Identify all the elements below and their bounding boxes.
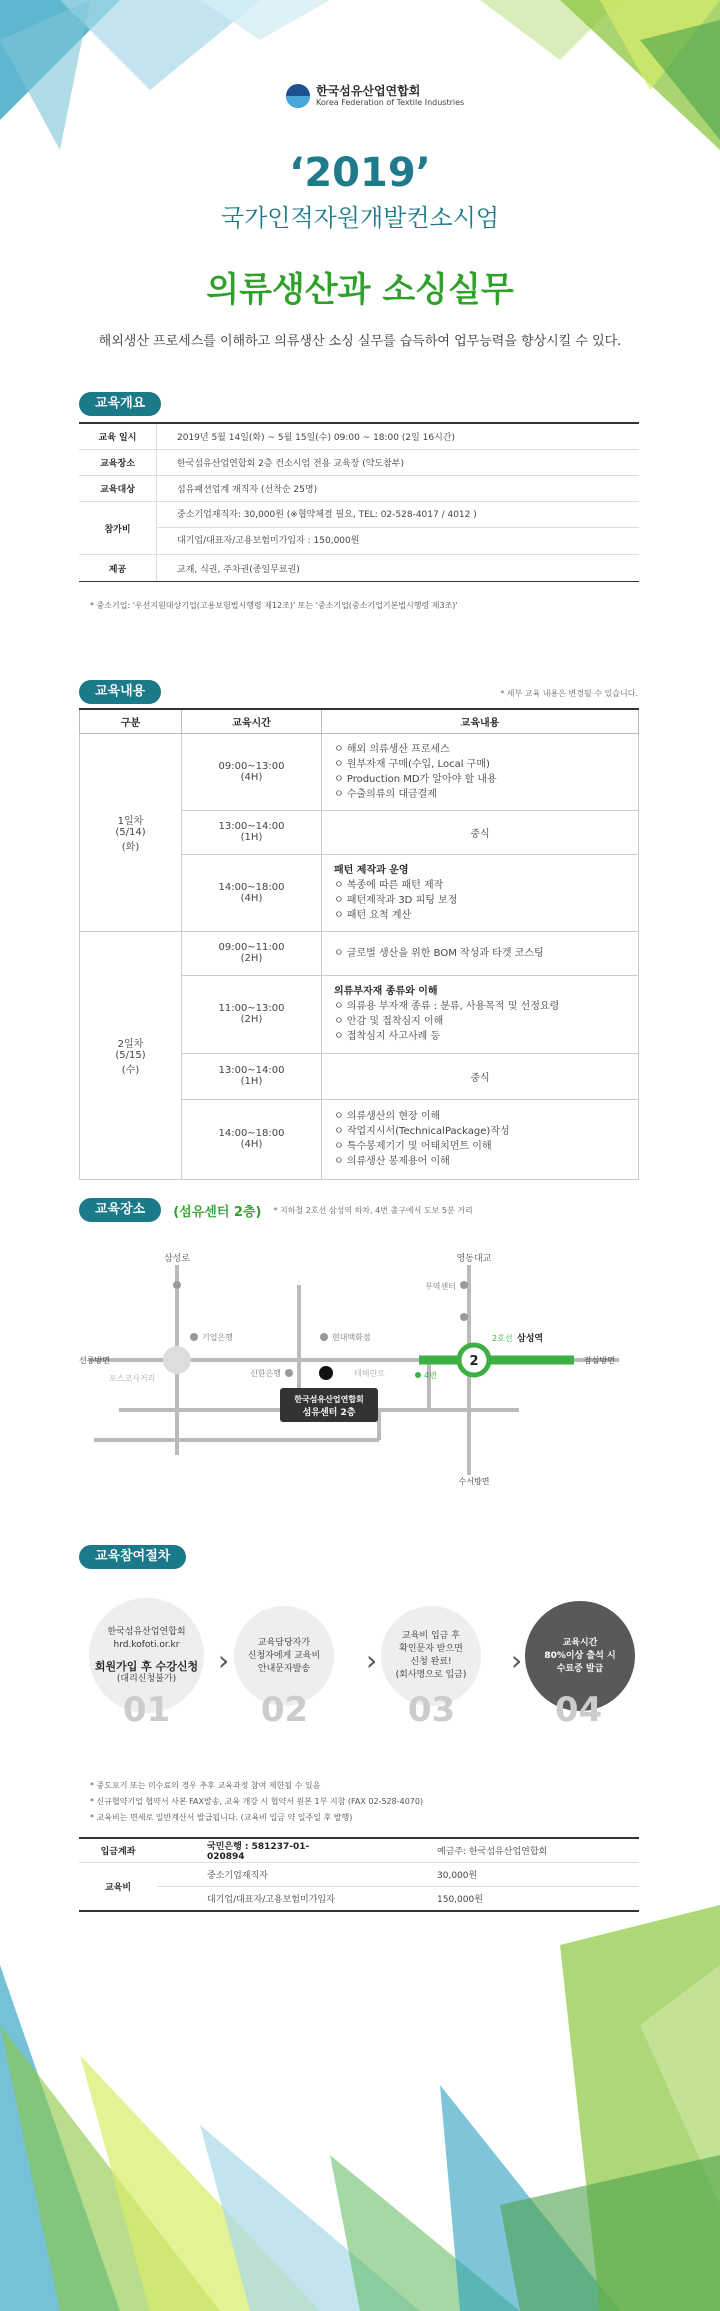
hours: (4H)	[240, 892, 263, 904]
lunch-cell: 중식	[322, 1053, 639, 1099]
table-row	[79, 1887, 639, 1911]
time: 14:00~18:00	[218, 1128, 285, 1139]
label-suseo: 수서방면	[458, 1477, 490, 1485]
account-holder: 예금주: 한국섬유산업연합회	[337, 1838, 639, 1863]
label-line2: 2호선	[492, 1334, 513, 1343]
label-yeongdong-bridge: 영동대교	[456, 1254, 492, 1264]
time: 09:00~11:00	[218, 942, 285, 953]
overview-row	[79, 450, 639, 476]
time: 09:00~13:00	[218, 760, 285, 772]
fee-type: 대기업/대표자/고용보험미가입자	[157, 1887, 337, 1911]
program-subtitle: 국가인적자원개발컨소시엄	[220, 204, 500, 232]
location-tag: 교육장소	[79, 1198, 161, 1222]
step-text: 확인문자 받으면	[399, 1644, 463, 1654]
map-dot	[415, 1372, 421, 1378]
day-weekday: (수)	[121, 1064, 140, 1076]
overview-row	[79, 476, 639, 502]
overview-value: 교재, 식권, 주차권(종일무료권)	[177, 564, 300, 575]
content-cell	[322, 931, 639, 975]
overview-label: 제공	[79, 555, 157, 581]
marker-label-1: 한국섬유산업연합회	[294, 1395, 364, 1404]
label-hyundai: 현대백화점	[332, 1333, 371, 1342]
step-text: 교육시간	[562, 1637, 598, 1648]
content-cell	[322, 733, 639, 810]
content-item: ㅇ 수출의류의 대금결제	[334, 787, 626, 802]
schedule-tag: 교육내용	[79, 680, 161, 704]
label-seolleung: 선릉방면	[79, 1356, 110, 1365]
overview-note: * 중소기업: '우선지원대상기업(고용보험법시행령 제12조)' 또는 '중소기업(중소기업기본법시행령 제3조)'	[90, 601, 458, 610]
label-trade-center: 무역센터	[425, 1282, 456, 1291]
hours: (1H)	[240, 832, 263, 843]
time: 13:00~14:00	[218, 821, 285, 832]
fee-amount: 30,000원	[337, 1863, 639, 1887]
step-text: hrd.kofoti.or.kr	[113, 1639, 180, 1650]
year: ‘2019’	[289, 150, 431, 196]
location-marker-icon	[319, 1366, 333, 1380]
content-item: ㅇ 패턴 요척 계산	[334, 908, 626, 923]
overview-label: 교육 일시	[79, 424, 157, 449]
location-center: (섬유센터 2층)	[173, 1204, 262, 1220]
process-note: * 교육비는 면세로 일반계산서 발급됩니다. (교육비 입금 약 일주일 후 발행)	[90, 1813, 353, 1822]
map-dot	[320, 1333, 328, 1341]
overview-label: 교육장소	[79, 450, 157, 475]
process-note: * 신규협약기업 협약서 사본 FAX발송, 교육 개강 시 협약서 원본 1부 지참 (FAX 02-528-4070)	[90, 1797, 424, 1806]
map-dot	[460, 1281, 468, 1289]
overview-row	[79, 555, 639, 581]
overview-row	[79, 424, 639, 450]
content-item: ㅇ 복종에 따른 패턴 제작	[334, 878, 626, 893]
account-number: 국민은행 : 581237-01-020894	[157, 1838, 337, 1863]
payment-label: 입금계좌	[79, 1838, 157, 1863]
content-item: ㅇ 의류생산의 현장 이해	[334, 1109, 626, 1124]
payment-label: 교육비	[79, 1863, 157, 1911]
location-directions: * 지하철 2호선 삼성역 하차, 4번 출구에서 도보 5분 거리	[273, 1205, 473, 1215]
step-number: 02	[260, 1690, 309, 1730]
hours: (1H)	[240, 1076, 263, 1087]
step-number: 04	[554, 1690, 603, 1730]
logo	[286, 84, 464, 108]
content-item: ㅇ 의류용 부자재 종류 : 분류, 사용목적 및 선정요령	[334, 999, 626, 1014]
intersection-posco	[163, 1346, 191, 1374]
header-cell: 구분	[80, 709, 182, 733]
chevron-right-icon: ›	[511, 1644, 523, 1677]
overview-label: 참가비	[79, 502, 157, 554]
label-teheran: 테헤란로	[354, 1369, 385, 1378]
step-text: 신청자에게 교육비	[247, 1650, 321, 1661]
table-row	[79, 1863, 639, 1887]
header-cell: 교육시간	[182, 709, 322, 733]
step-text: 한국섬유산업연합회	[107, 1626, 186, 1637]
overview-value: 2019년 5월 14일(화) ~ 5월 15일(수) 09:00 ~ 18:00 (2일 16시간)	[177, 433, 456, 443]
content-item: ㅇ 글로벌 생산을 위한 BOM 작성과 타겟 코스팅	[334, 946, 626, 961]
header-cell: 교육내용	[322, 709, 639, 733]
bottom-decoration	[0, 1905, 720, 2311]
time-cell	[182, 810, 322, 854]
time-cell	[182, 854, 322, 931]
day-cell	[80, 931, 182, 1179]
overview-tag: 교육개요	[79, 392, 161, 416]
chevron-right-icon: ›	[366, 1644, 378, 1677]
label-samseong-station: 삼성역	[517, 1334, 544, 1344]
process-notes	[90, 1778, 423, 1826]
content-item: ㅇ 원부자재 구매(수입, Local 구매)	[334, 757, 626, 772]
course-description: 해외생산 프로세스를 이해하고 의류생산 소싱 실무를 습득하여 업무능력을 향상시킬 수 있다.	[98, 334, 622, 349]
content-cell	[322, 975, 639, 1053]
time: 13:00~14:00	[218, 1065, 285, 1076]
location-header	[79, 1198, 473, 1222]
content-item: ㅇ Production MD가 알아야 할 내용	[334, 772, 626, 787]
overview-value: 대기업/대표자/고용보험미가입자 : 150,000원	[177, 536, 360, 546]
overview-value: 한국섬유산업연합회 2층 컨소시엄 전용 교육장 (약도참부)	[177, 459, 405, 469]
content-item: ㅇ 작업지시서(TechnicalPackage)작성	[334, 1124, 626, 1139]
step-number: 01	[122, 1690, 171, 1730]
content-cell	[322, 854, 639, 931]
time: 14:00~18:00	[218, 881, 285, 893]
content-item: ㅇ 특수봉제기기 및 어태치먼트 이해	[334, 1139, 626, 1154]
hours: (2H)	[240, 953, 263, 964]
schedule-note: * 세부 교육 내용은 변경될 수 있습니다.	[500, 689, 638, 698]
label-shinhan: 신한은행	[250, 1369, 281, 1378]
content-item: ㅇ 해외 의류생산 프로세스	[334, 742, 626, 757]
step-text: 안내문자발송	[257, 1663, 311, 1674]
label-posco: 포스코사거리	[109, 1374, 156, 1383]
step-text: 교육비 입금 후	[402, 1631, 460, 1641]
lunch-cell: 중식	[322, 810, 639, 854]
overview-table	[79, 422, 639, 582]
marker-label-2: 섬유센터 2층	[302, 1408, 356, 1418]
step-text: 수료증 발급	[556, 1663, 604, 1674]
schedule-table	[79, 708, 639, 1180]
day-cell	[80, 733, 182, 931]
content-item: ㅇ 의류생산 봉제용어 이해	[334, 1154, 626, 1169]
day-weekday: (화)	[121, 841, 140, 853]
step-sub: (대리신청불가)	[116, 1673, 177, 1684]
day-date: (5/15)	[115, 1049, 146, 1061]
hours: (2H)	[240, 1014, 263, 1025]
content-cell	[322, 1099, 639, 1179]
content-item: ㅇ 패턴제작과 3D 피팅 보정	[334, 893, 626, 908]
time-cell	[182, 733, 322, 810]
payment-table	[79, 1837, 639, 1912]
overview-row-fee	[79, 502, 639, 555]
step-text: 80%이상 출석 시	[544, 1650, 616, 1661]
label-samseong-ro: 삼성로	[163, 1254, 191, 1264]
day-label: 1일차	[117, 815, 144, 827]
logo-name-ko: 한국섬유산업연합회	[316, 84, 421, 98]
day-label: 2일차	[117, 1038, 144, 1050]
step-strong: 회원가입 후 수강신청	[94, 1659, 199, 1673]
map-dot	[460, 1313, 468, 1321]
logo-icon	[286, 84, 310, 108]
overview-value: 섬유패션업계 재직자 (선착순 25명)	[177, 485, 318, 495]
content-item: ㅇ 접착심지 사고사례 등	[334, 1029, 626, 1044]
hours: (4H)	[240, 771, 263, 783]
map-dot	[173, 1281, 181, 1289]
process-steps	[79, 1598, 639, 1728]
course-title: 의류생산과 소싱실무	[206, 270, 514, 310]
hours: (4H)	[240, 1139, 263, 1150]
time-cell	[182, 1099, 322, 1179]
label-ibk: 기업은행	[202, 1333, 233, 1342]
day-date: (5/14)	[115, 826, 146, 838]
label-jamsil: 잠실방면	[584, 1356, 615, 1365]
time-cell	[182, 975, 322, 1053]
time-cell	[182, 931, 322, 975]
time: 11:00~13:00	[218, 1003, 285, 1014]
overview-label: 교육대상	[79, 476, 157, 501]
overview-value: 중소기업재직자: 30,000원 (※협약체결 필요, TEL: 02-528-4017 / 4012 )	[157, 502, 639, 528]
table-row	[80, 733, 639, 810]
content-item: ㅇ 안감 및 접착심지 이해	[334, 1014, 626, 1029]
map-dot	[190, 1333, 198, 1341]
line-number: 2	[469, 1354, 479, 1369]
time-cell	[182, 1053, 322, 1099]
table-row	[79, 1838, 639, 1863]
fee-amount: 150,000원	[337, 1887, 639, 1911]
map-dot	[285, 1369, 293, 1377]
step-text: 교육담당자가	[257, 1637, 311, 1648]
fee-type: 중소기업재직자	[157, 1863, 337, 1887]
chevron-right-icon: ›	[218, 1644, 230, 1677]
step-text: (회사명으로 입금)	[395, 1670, 467, 1680]
content-heading: 패턴 제작과 운영	[334, 864, 409, 876]
step-number: 03	[407, 1690, 456, 1730]
content-heading: 의류부자재 종류와 이해	[334, 986, 438, 997]
step-text: 신청 완료!	[410, 1657, 452, 1667]
label-exit4: 4번	[424, 1371, 437, 1380]
table-row	[80, 931, 639, 975]
process-tag: 교육참여절차	[79, 1545, 186, 1569]
logo-name-en: Korea Federation of Textile Industries	[316, 98, 465, 107]
process-note: * 중도포기 또는 미수료의 경우 추후 교육과정 참여 제한될 수 있음	[90, 1781, 321, 1790]
location-map	[79, 1235, 639, 1485]
